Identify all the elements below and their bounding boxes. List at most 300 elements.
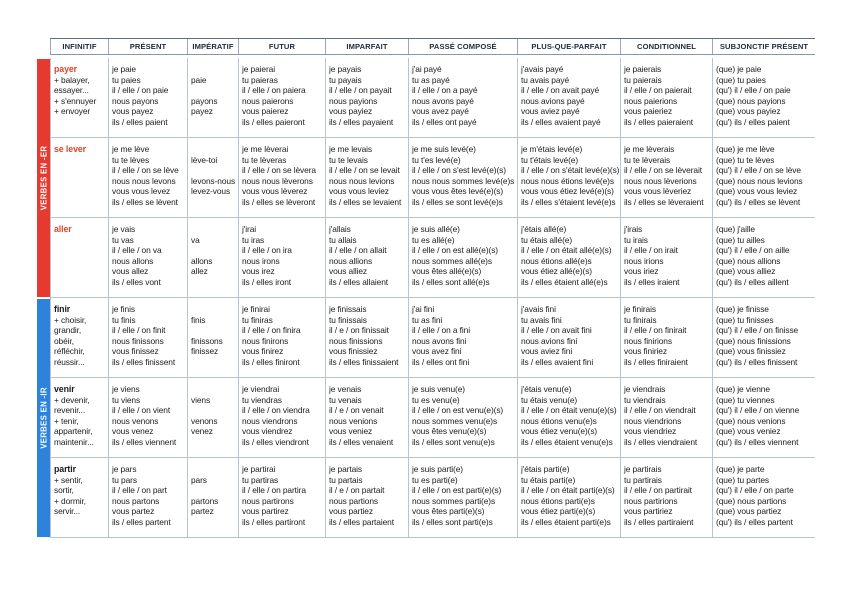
conjugation-line: vous êtes allé(e)(s) bbox=[412, 266, 482, 277]
conjugation-line: (qu') il / elle / on vienne bbox=[716, 405, 800, 416]
conjugation-line: il / elle / on s'était levé(e)(s) bbox=[521, 165, 620, 176]
similar-verb: + devenir, bbox=[54, 394, 90, 405]
conjugation-line: (qu') ils / elles aillent bbox=[716, 276, 789, 287]
conjugation-line: (que) vous vous leviez bbox=[716, 186, 798, 197]
conjugation-line: (qu') ils / elles partent bbox=[716, 516, 793, 527]
conjugation-line: nous sommes parti(e)s bbox=[412, 495, 496, 506]
group-label: VERBES EN -IR bbox=[39, 387, 48, 449]
conjugation-line: il / elle / on était venu(e)(s) bbox=[521, 405, 617, 416]
plus-que-parfait-cell bbox=[517, 298, 620, 377]
conjugation-line: tu paierais bbox=[624, 74, 662, 85]
conjugation-line: ils / elles ont fini bbox=[412, 356, 470, 367]
conjugation-line: nous viendrons bbox=[242, 415, 298, 426]
conjugation-line: vous vous lèveriez bbox=[624, 186, 692, 197]
present-cell bbox=[108, 378, 187, 457]
conjugation-line: il / elle / on est venu(e)(s) bbox=[412, 405, 504, 416]
conjugation-line: ils / elles étaient allé(e)s bbox=[521, 276, 608, 287]
conditionnel-cell bbox=[620, 58, 712, 137]
conjugation-line: vous aviez payé bbox=[521, 106, 580, 117]
conjugation-line: je venais bbox=[329, 384, 362, 394]
conjugation-line: ils / elles paient bbox=[112, 116, 168, 127]
conjugation-line: je paie bbox=[112, 64, 136, 74]
conjugation-line: vous vous levez bbox=[112, 186, 171, 197]
conjugation-line: (que) vous veniez bbox=[716, 426, 781, 437]
verb-row bbox=[50, 58, 815, 138]
conjugation-line: je payais bbox=[329, 64, 362, 74]
conjugation-line: ils / elles partiraient bbox=[624, 516, 694, 527]
header-futur: FUTUR bbox=[238, 39, 325, 54]
conjugation-line: il / e / on partait bbox=[329, 485, 385, 496]
conjugation-line: il / elle / on se lève bbox=[112, 165, 179, 176]
conjugation-line: j'étais allé(e) bbox=[521, 224, 567, 234]
passe-compose-cell bbox=[408, 378, 517, 457]
conjugation-line: nous sommes allé(e)s bbox=[412, 255, 492, 266]
conjugation-line: vous allez bbox=[112, 266, 149, 277]
conjugation-line: il / elle / on finirait bbox=[624, 325, 687, 336]
conjugation-line: il / elle / on a payé bbox=[412, 85, 478, 96]
conjugation-line: lève-toi bbox=[191, 154, 218, 165]
conjugation-line: finis bbox=[191, 314, 206, 325]
similar-verb: appartenir, bbox=[54, 426, 93, 437]
conjugation-line: tu as payé bbox=[412, 74, 450, 85]
conjugation-line: vous aviez fini bbox=[521, 346, 573, 357]
similar-verb: grandir, bbox=[54, 325, 82, 336]
conjugation-line: vous finissiez bbox=[329, 346, 378, 357]
conjugation-line: nous avons fini bbox=[412, 335, 467, 346]
conjugation-line: vous partiriez bbox=[624, 506, 673, 517]
conjugation-line: il / elle / on partira bbox=[242, 485, 306, 496]
conjugation-line: tu vas bbox=[112, 234, 134, 245]
infinitif-cell bbox=[50, 138, 108, 217]
header-conditionnel: CONDITIONNEL bbox=[620, 39, 712, 54]
conjugation-line: je paierai bbox=[242, 64, 275, 74]
conjugation-line: ils / elles viendront bbox=[242, 436, 309, 447]
conjugation-line: nous nous levons bbox=[112, 175, 176, 186]
conjugation-line: ils / elles vont bbox=[112, 276, 161, 287]
conjugation-line: tu paieras bbox=[242, 74, 278, 85]
conjugation-line: pars bbox=[191, 474, 207, 485]
conjugation-line: j'irais bbox=[624, 224, 643, 234]
conjugation-line: nous finissions bbox=[329, 335, 383, 346]
conjugation-line: ils / elles se levaient bbox=[329, 196, 402, 207]
infinitive-name: finir bbox=[54, 304, 71, 314]
conjugation-line: vous vous leviez bbox=[329, 186, 389, 197]
conjugation-line: ils / elles sont parti(e)s bbox=[412, 516, 493, 527]
conjugation-line: ils / elles se lèvent bbox=[112, 196, 178, 207]
conjugation-line: tu étais allé(e) bbox=[521, 234, 573, 245]
conjugation-line: (que) nous payions bbox=[716, 95, 786, 106]
conjugation-line: je me suis levé(e) bbox=[412, 144, 476, 154]
conjugation-line: vous irez bbox=[242, 266, 275, 277]
present-cell bbox=[108, 58, 187, 137]
conjugation-line: tu te lèveras bbox=[242, 154, 287, 165]
conjugation-line: vous finissez bbox=[112, 346, 159, 357]
conjugation-line: il / elle / on allait bbox=[329, 245, 387, 256]
passe-compose-cell bbox=[408, 138, 517, 217]
conjugation-line: nous avions payé bbox=[521, 95, 585, 106]
similar-verb: essayer... bbox=[54, 85, 89, 96]
conjugation-line: tu viendrais bbox=[624, 394, 666, 405]
conjugation-line: tu allais bbox=[329, 234, 357, 245]
conjugation-line: je paierais bbox=[624, 64, 662, 74]
conjugation-line: payez bbox=[191, 106, 213, 117]
conjugation-line: vous finiriez bbox=[624, 346, 667, 357]
conjugation-line: vous partez bbox=[112, 506, 155, 517]
conjugation-line: ils / elles allaient bbox=[329, 276, 388, 287]
verb-rows bbox=[50, 298, 815, 538]
conjugation-line: nous nous lèverions bbox=[624, 175, 697, 186]
conjugation-line: (qu') il / elle / on se lève bbox=[716, 165, 801, 176]
conjugation-line: vous iriez bbox=[624, 266, 659, 277]
conjugation-line: (que) nous partions bbox=[716, 495, 787, 506]
conjugation-line: nous étions venu(e)s bbox=[521, 415, 597, 426]
conjugation-line: paie bbox=[191, 74, 207, 85]
conjugation-line: ils / elles finiront bbox=[242, 356, 300, 367]
conjugation-line: il / elle / on se levait bbox=[329, 165, 400, 176]
conjugation-line: ils / elles paieront bbox=[242, 116, 305, 127]
present-cell bbox=[108, 458, 187, 537]
conjugation-line: tu viendras bbox=[242, 394, 282, 405]
conjugation-line: tu venais bbox=[329, 394, 362, 405]
conjugation-line: vous avez fini bbox=[412, 346, 462, 357]
conjugation-line: ils / elles iraient bbox=[624, 276, 680, 287]
conjugation-line: tu es parti(e) bbox=[412, 474, 458, 485]
conjugation-line: j'étais parti(e) bbox=[521, 464, 570, 474]
conjugation-line: tu avais payé bbox=[521, 74, 570, 85]
conjugation-line: allons bbox=[191, 255, 213, 266]
verb-rows bbox=[50, 58, 815, 298]
futur-cell bbox=[238, 138, 325, 217]
conjugation-line: ils / elles partent bbox=[112, 516, 171, 527]
present-cell bbox=[108, 218, 187, 297]
conjugation-line: nous étions allé(e)s bbox=[521, 255, 592, 266]
conjugation-line: tu viens bbox=[112, 394, 141, 405]
conjugation-sheet bbox=[37, 38, 815, 538]
verb-groups bbox=[37, 58, 815, 538]
similar-verb: obéir, bbox=[54, 335, 74, 346]
conjugation-line: vous viendrez bbox=[242, 426, 293, 437]
conjugation-line: ils / elles viennent bbox=[112, 436, 177, 447]
conjugation-line: (que) vous alliez bbox=[716, 266, 776, 277]
conjugation-line: nous allions bbox=[329, 255, 373, 266]
subjonctif-present-cell bbox=[712, 298, 815, 377]
header-imperatif: IMPÉRATIF bbox=[187, 39, 238, 54]
imparfait-cell bbox=[325, 458, 408, 537]
conjugation-line: je partais bbox=[329, 464, 362, 474]
similar-verb: sortir, bbox=[54, 485, 74, 496]
conjugation-line: ils / elles étaient parti(e)s bbox=[521, 516, 611, 527]
conjugation-line: il / e / on finissait bbox=[329, 325, 389, 336]
conjugation-line: je me lève bbox=[112, 144, 150, 154]
conjugation-line: il / elle / on était parti(e)(s) bbox=[521, 485, 615, 496]
verb-row bbox=[50, 298, 815, 378]
conjugation-line: il / elle / on ira bbox=[242, 245, 292, 256]
conjugation-line: je suis allé(e) bbox=[412, 224, 460, 234]
conjugation-line: (que) vous payiez bbox=[716, 106, 781, 117]
conjugation-line: viens bbox=[191, 394, 211, 405]
conjugation-line: ils / elles sont venu(e)s bbox=[412, 436, 495, 447]
passe-compose-cell bbox=[408, 298, 517, 377]
conjugation-line: nous irons bbox=[242, 255, 280, 266]
imparfait-cell bbox=[325, 58, 408, 137]
header-row bbox=[50, 38, 815, 55]
imperatif-cell bbox=[187, 138, 238, 217]
imparfait-cell bbox=[325, 298, 408, 377]
passe-compose-cell bbox=[408, 58, 517, 137]
futur-cell bbox=[238, 218, 325, 297]
conjugation-line: il / elle / on paierait bbox=[624, 85, 692, 96]
conjugation-line: ils / elles étaient venu(e)s bbox=[521, 436, 613, 447]
conjugation-line: il / elle / on viendrait bbox=[624, 405, 696, 416]
conjugation-line: nous payons bbox=[112, 95, 159, 106]
similar-verb: + sentir, bbox=[54, 474, 83, 485]
infinitive-name: partir bbox=[54, 464, 76, 474]
conjugation-line: il / elle / on se lèverait bbox=[624, 165, 702, 176]
conjugation-line: il / elle / on viendra bbox=[242, 405, 310, 416]
conjugation-line: j'avais fini bbox=[521, 304, 556, 314]
similar-verb: + balayer, bbox=[54, 74, 90, 85]
conjugation-line: il / elle / on paiera bbox=[242, 85, 306, 96]
conjugation-line: je pars bbox=[112, 464, 137, 474]
conjugation-line: il / elle / on a fini bbox=[412, 325, 470, 336]
conjugation-line: tu pars bbox=[112, 474, 137, 485]
imparfait-cell bbox=[325, 218, 408, 297]
conjugation-line: (que) vous finissiez bbox=[716, 346, 786, 357]
subjonctif-present-cell bbox=[712, 378, 815, 457]
conjugation-line: ils / elles viendraient bbox=[624, 436, 698, 447]
conjugation-line: il / elle / on va bbox=[112, 245, 162, 256]
conditionnel-cell bbox=[620, 298, 712, 377]
conjugation-line: il / elle / on avait fini bbox=[521, 325, 592, 336]
conjugation-line: nous partions bbox=[329, 495, 378, 506]
conjugation-line: vous payez bbox=[112, 106, 154, 117]
conjugation-line: ils / elles sont allé(e)s bbox=[412, 276, 490, 287]
conjugation-line: nous paierions bbox=[624, 95, 678, 106]
conjugation-line: (que) je parte bbox=[716, 464, 765, 474]
conjugation-line: nous étions parti(e)s bbox=[521, 495, 595, 506]
conjugation-line: partez bbox=[191, 506, 214, 517]
conjugation-line: tu irais bbox=[624, 234, 648, 245]
conjugation-line: ils / elles finissaient bbox=[329, 356, 399, 367]
subjonctif-present-cell bbox=[712, 458, 815, 537]
conjugation-line: vous êtes venu(e)(s) bbox=[412, 426, 487, 437]
conjugation-line: il / elle / on avait payé bbox=[521, 85, 600, 96]
conjugation-line: vous vous étiez levé(e)(s) bbox=[521, 186, 614, 197]
conjugation-line: tu partirais bbox=[624, 474, 662, 485]
conjugation-line: tu te lèves bbox=[112, 154, 150, 165]
imperatif-cell bbox=[187, 218, 238, 297]
conjugation-line: payons bbox=[191, 95, 218, 106]
conjugation-line: finissez bbox=[191, 346, 219, 357]
conjugation-line: ils / elles finissent bbox=[112, 356, 176, 367]
conjugation-line: il / elle / on s'est levé(e)(s) bbox=[412, 165, 506, 176]
imperatif-cell bbox=[187, 58, 238, 137]
conjugation-line: je me lèverais bbox=[624, 144, 675, 154]
conjugation-line: ils / elles iront bbox=[242, 276, 292, 287]
conjugation-line: vous viendriez bbox=[624, 426, 677, 437]
subjonctif-present-cell bbox=[712, 218, 815, 297]
similar-verb: + dormir, bbox=[54, 495, 86, 506]
conjugation-line: vous finirez bbox=[242, 346, 284, 357]
present-cell bbox=[108, 298, 187, 377]
infinitive-name: venir bbox=[54, 384, 75, 394]
conjugation-line: tu te lèverais bbox=[624, 154, 671, 165]
imparfait-cell bbox=[325, 138, 408, 217]
conjugation-line: tu finis bbox=[112, 314, 136, 325]
passe-compose-cell bbox=[408, 458, 517, 537]
conjugation-line: ils / elles venaient bbox=[329, 436, 394, 447]
conjugation-line: venez bbox=[191, 426, 213, 437]
similar-verb: réfléchir, bbox=[54, 346, 85, 357]
similar-verb: + envoyer bbox=[54, 106, 91, 117]
conjugation-line: je partirai bbox=[242, 464, 276, 474]
conjugation-line: tu paies bbox=[112, 74, 141, 85]
header-imparfait: IMPARFAIT bbox=[325, 39, 408, 54]
conjugation-line: (qu') ils / elles paient bbox=[716, 116, 790, 127]
conjugation-line: nous venions bbox=[329, 415, 378, 426]
plus-que-parfait-cell bbox=[517, 138, 620, 217]
infinitif-cell bbox=[50, 378, 108, 457]
similar-verb: + tenir, bbox=[54, 415, 79, 426]
conjugation-line: (que) tu viennes bbox=[716, 394, 775, 405]
conjugation-line: tu avais fini bbox=[521, 314, 562, 325]
conjugation-line: nous partirions bbox=[624, 495, 678, 506]
verb-group bbox=[37, 58, 815, 298]
conjugation-line: tu finirais bbox=[624, 314, 657, 325]
conjugation-line: je finis bbox=[112, 304, 135, 314]
conjugation-line: (que) vous partiez bbox=[716, 506, 782, 517]
conjugation-line: (que) tu te lèves bbox=[716, 154, 775, 165]
imperatif-cell bbox=[187, 378, 238, 457]
conjugation-line: vous venez bbox=[112, 426, 154, 437]
conjugation-line: nous nous lèverons bbox=[242, 175, 313, 186]
conjugation-line: (que) nous finissions bbox=[716, 335, 791, 346]
conjugation-line: il / elle / on finira bbox=[242, 325, 301, 336]
conjugation-line: nous allons bbox=[112, 255, 154, 266]
conjugation-line: ils / elles se lèveraient bbox=[624, 196, 704, 207]
conjugation-line: (que) nous allions bbox=[716, 255, 781, 266]
conjugation-line: va bbox=[191, 234, 200, 245]
plus-que-parfait-cell bbox=[517, 458, 620, 537]
conjugation-line: (que) tu paies bbox=[716, 74, 766, 85]
conjugation-line: il / elle / on part bbox=[112, 485, 167, 496]
conjugation-line: tu t'étais levé(e) bbox=[521, 154, 579, 165]
conditionnel-cell bbox=[620, 138, 712, 217]
conjugation-line: (que) je finisse bbox=[716, 304, 769, 314]
conjugation-line: nous avions fini bbox=[521, 335, 578, 346]
passe-compose-cell bbox=[408, 218, 517, 297]
conjugation-line: je m'étais levé(e) bbox=[521, 144, 583, 154]
conjugation-line: allez bbox=[191, 266, 208, 277]
conjugation-line: il / elle / on est allé(e)(s) bbox=[412, 245, 498, 256]
conjugation-line: vous étiez allé(e)(s) bbox=[521, 266, 592, 277]
header-present: PRÉSENT bbox=[108, 39, 187, 54]
imperatif-cell bbox=[187, 458, 238, 537]
conjugation-line: partons bbox=[191, 495, 219, 506]
conditionnel-cell bbox=[620, 378, 712, 457]
conjugation-line: tu es allé(e) bbox=[412, 234, 455, 245]
futur-cell bbox=[238, 58, 325, 137]
conjugation-line: nous avons payé bbox=[412, 95, 474, 106]
conjugation-line: (que) je vienne bbox=[716, 384, 770, 394]
conjugation-line: ils / elles partaient bbox=[329, 516, 394, 527]
conjugation-line: il / elle / on était allé(e)(s) bbox=[521, 245, 612, 256]
conjugation-line: je me levais bbox=[329, 144, 373, 154]
header-subjonctif-present: SUBJONCTIF PRÉSENT bbox=[712, 39, 815, 54]
conjugation-line: tu étais parti(e) bbox=[521, 474, 576, 485]
conjugation-line: nous venons bbox=[112, 415, 159, 426]
conjugation-line: (qu') ils / elles viennent bbox=[716, 436, 799, 447]
conjugation-line: vous étiez venu(e)(s) bbox=[521, 426, 598, 437]
conjugation-line: il / elle / on est parti(e)(s) bbox=[412, 485, 502, 496]
conjugation-line: nous nous étions levé(e)s bbox=[521, 175, 614, 186]
infinitif-cell bbox=[50, 298, 108, 377]
conjugation-line: j'étais venu(e) bbox=[521, 384, 572, 394]
conjugation-line: j'avais payé bbox=[521, 64, 564, 74]
conjugation-line: nous irions bbox=[624, 255, 664, 266]
conjugation-line: il / elle / on payait bbox=[329, 85, 392, 96]
conjugation-line: je vais bbox=[112, 224, 136, 234]
conjugation-line: (qu') ils / elles se lèvent bbox=[716, 196, 801, 207]
conjugation-line: il / elle / on vient bbox=[112, 405, 171, 416]
imparfait-cell bbox=[325, 378, 408, 457]
conjugation-line: (qu') il / elle / on paie bbox=[716, 85, 791, 96]
conjugation-line: tu iras bbox=[242, 234, 265, 245]
conjugation-line: (qu') il / elle / on aille bbox=[716, 245, 790, 256]
infinitive-name: payer bbox=[54, 64, 77, 74]
verb-row bbox=[50, 218, 815, 298]
conjugation-line: (qu') il / elle / on parte bbox=[716, 485, 794, 496]
conjugation-line: vous payiez bbox=[329, 106, 373, 117]
conjugation-line: il / elle / on finit bbox=[112, 325, 166, 336]
conjugation-line: (qu') il / elle / on finisse bbox=[716, 325, 799, 336]
conjugation-line: tu étais venu(e) bbox=[521, 394, 578, 405]
conjugation-line: vous paieriez bbox=[624, 106, 673, 117]
similar-verb: revenir... bbox=[54, 405, 86, 416]
conjugation-line: tu as fini bbox=[412, 314, 443, 325]
conjugation-line: tu payais bbox=[329, 74, 362, 85]
conjugation-line: tu te levais bbox=[329, 154, 368, 165]
conjugation-line: finissons bbox=[191, 335, 223, 346]
header-infinitif: INFINITIF bbox=[50, 39, 108, 54]
conjugation-line: (que) je me lève bbox=[716, 144, 775, 154]
plus-que-parfait-cell bbox=[517, 218, 620, 297]
group-bar bbox=[37, 59, 50, 297]
conjugation-line: tu t'es levé(e) bbox=[412, 154, 461, 165]
conjugation-line: vous veniez bbox=[329, 426, 373, 437]
verb-group bbox=[37, 298, 815, 538]
similar-verb: + choisir, bbox=[54, 314, 87, 325]
futur-cell bbox=[238, 458, 325, 537]
conjugation-line: (que) tu partes bbox=[716, 474, 769, 485]
conjugation-line: venons bbox=[191, 415, 218, 426]
conjugation-line: (que) tu finisses bbox=[716, 314, 774, 325]
conjugation-line: je me lèverai bbox=[242, 144, 289, 154]
imperatif-cell bbox=[187, 298, 238, 377]
conjugation-line: vous vous êtes levé(e)(s) bbox=[412, 186, 504, 197]
conjugation-line: vous êtes parti(e)(s) bbox=[412, 506, 485, 517]
conjugation-line: ils / elles paieraient bbox=[624, 116, 694, 127]
conjugation-line: je finirais bbox=[624, 304, 656, 314]
conjugation-line: j'allais bbox=[329, 224, 351, 234]
conditionnel-cell bbox=[620, 458, 712, 537]
conjugation-line: (que) je paie bbox=[716, 64, 762, 74]
conjugation-line: tu partais bbox=[329, 474, 363, 485]
conjugation-line: nous finirions bbox=[624, 335, 672, 346]
conjugation-line: j'ai payé bbox=[412, 64, 442, 74]
conjugation-line: tu finissais bbox=[329, 314, 367, 325]
conjugation-line: ils / elles partiront bbox=[242, 516, 306, 527]
